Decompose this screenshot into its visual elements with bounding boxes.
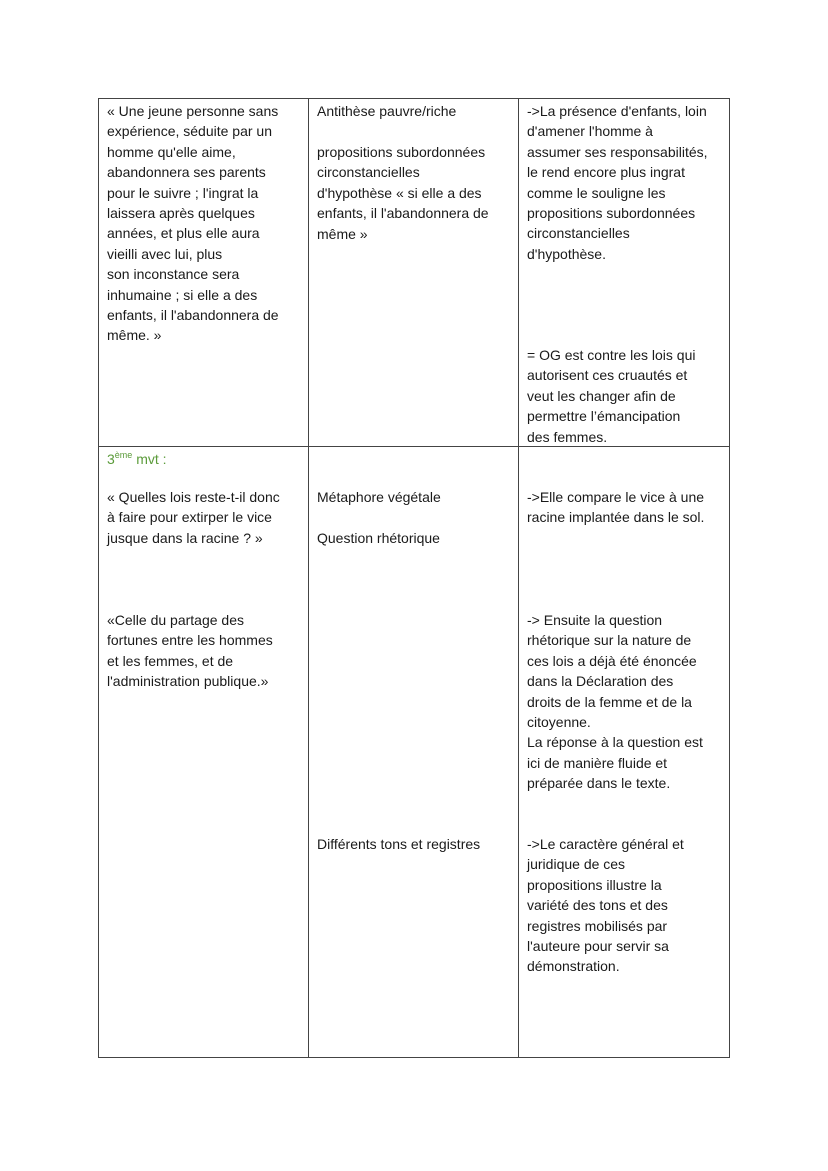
movement-number: 3 — [107, 451, 115, 467]
procede-text: Antithèse pauvre/riche — [317, 103, 457, 119]
movement-heading — [107, 449, 302, 469]
quote-cell — [99, 99, 309, 447]
analyse-text: ->La présence d'enfants, loin d'amener l'homme à assumer ses responsabilités, le rend encore plus ingrat comme le souligne les propositions subordonnées circonstancielles d'hypothèse. — [527, 103, 708, 262]
analyse-cell — [519, 447, 730, 1058]
table-row — [99, 447, 730, 1058]
movement-label: mvt : — [132, 451, 167, 467]
analyse-text: ->Le caractère général et juridique de ces propositions illustre la variété des tons et des registres mobilisés par l'auteure pour servir sa démonstration. — [527, 836, 684, 975]
analyse-text: ->Elle compare le vice à une racine implantée dans le sol. — [527, 489, 705, 526]
quote-text: « Quelles lois reste-t-il donc à faire pour extirper le vice jusque dans la racine ? » — [107, 489, 280, 546]
analyse-text: = OG est contre les lois qui autorisent ces cruautés et veut les changer afin de permettre l’émancipation des femmes. — [527, 347, 696, 445]
procede-text: Différents tons et registres — [317, 836, 481, 852]
quote-text: «Celle du partage des fortunes entre les hommes et les femmes, et de l'administration publique.» — [107, 612, 273, 690]
procede-text: propositions subordonnées circonstancielles d'hypothèse « si elle a des enfants, il l'abandonnera de même » — [317, 144, 489, 242]
quote-text: « Une jeune personne sans expérience, séduite par un homme qu'elle aime, abandonnera ses parents pour le suivre ; l'ingrat la laissera après quelques années, et plus elle aura vieilli avec lui, plus son inconstance sera inhumaine ; si elle a des enfants, il l'abandonnera de même. » — [107, 103, 279, 344]
table-row — [99, 99, 730, 447]
movement-superscript: ème — [114, 450, 133, 460]
procede-text: Métaphore végétale — [317, 489, 441, 505]
analysis-table — [98, 98, 730, 1058]
procede-cell — [309, 99, 519, 447]
quote-cell — [99, 447, 309, 1058]
procede-text: Question rhétorique — [317, 530, 440, 546]
analyse-text: -> Ensuite la question rhétorique sur la nature de ces lois a déjà été énoncée dans la Déclaration des droits de la femme et de la citoyenne. La réponse à la question est ici de manière fluide et préparée dans le texte. — [527, 612, 703, 792]
analyse-cell — [519, 99, 730, 447]
procede-cell — [309, 447, 519, 1058]
